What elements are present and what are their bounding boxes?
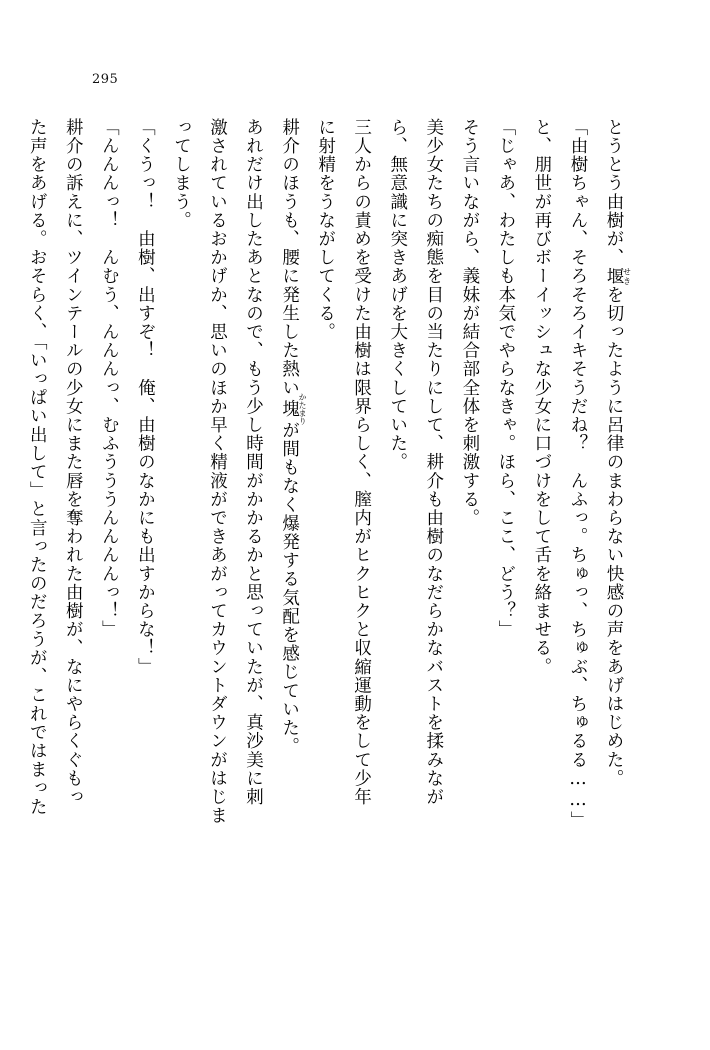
paragraph: 耕介の訴えに、ツインテールの少女にまた唇を奪われた由樹が、なにやらくぐもっ (63, 118, 84, 807)
ruby-katamari: 塊かたまり (279, 393, 308, 425)
paragraph: 美少女たちの痴態を目の当たりにして、耕介も由樹のなだらかなバストを揉みなが (423, 118, 444, 807)
paragraph: 「んんんっ！ んむう、んんんっ、むふうううんんんんっ！」 (99, 118, 120, 639)
paragraph: た声をあげる。おそらく、「いっぱい出して」と言ったのだろうが、これではまった (27, 118, 48, 817)
paragraph (596, 118, 632, 938)
vertical-body-text (27, 118, 632, 938)
paragraph: ら、無意識に突きあげを大きくしていた。 (387, 118, 408, 472)
paragraph: 「由樹ちゃん、そろそろイキそうだね？ んふっ。ちゅっ、ちゅぶ、ちゅるる……」 (567, 118, 588, 830)
paragraph: ってしまう。 (171, 118, 192, 230)
paragraph: 三人からの責めを受けた由樹は限界らしく、膣内がヒクヒクと収縮運動をして少年 (351, 118, 372, 807)
page-number: 295 (92, 72, 119, 87)
paragraph-line: 耕介のほうも、腰に発生した熱い塊かたまりが間もなく爆発する気配を感じていた。 (279, 118, 308, 756)
paragraph: 激されているおかげか、思いのほか早く精液ができあがってカウントダウンがはじま (207, 118, 228, 825)
paragraph: 「くうっ！ 由樹、出すぞ！ 俺、由樹のなかにも出すからな！」 (135, 118, 156, 676)
paragraph: 「じゃあ、わたしも本気でやらなきゃ。ほら、ここ、どう？」 (495, 118, 516, 639)
paragraph (272, 118, 308, 938)
paragraph: あれだけ出したあとなので、もう少し時間がかかるかと思っていたが、真沙美に刺 (243, 118, 264, 807)
paragraph: と、朋世が再びボーイッシュな少女に口づけをして舌を絡ませる。 (531, 118, 552, 676)
paragraph: に射精をうながしてくる。 (315, 118, 336, 342)
ruby-seki: 堰せき (604, 266, 632, 286)
paragraph: そう言いながら、義妹が結合部全体を刺激する。 (459, 118, 480, 528)
paragraph-line: とうとう由樹が、堰せきを切ったように呂律のまわらない快感の声をあげはじめた。 (604, 118, 632, 788)
